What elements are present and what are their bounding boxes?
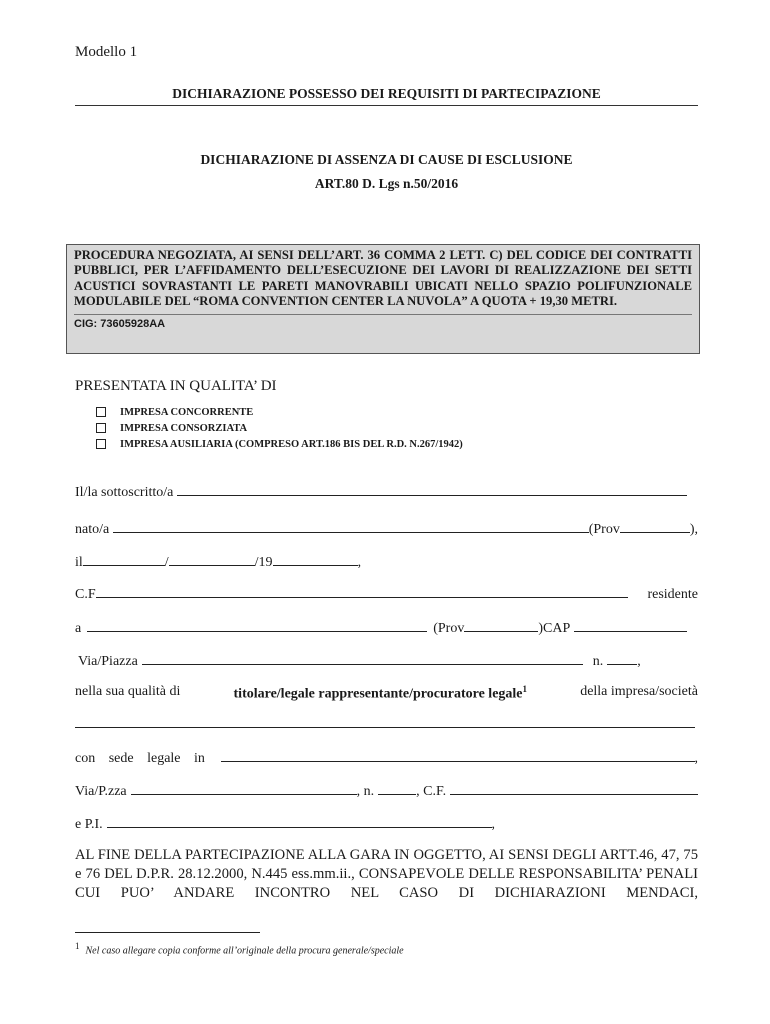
comma-2: ,	[637, 654, 641, 669]
option-impresa-concorrente[interactable]	[96, 404, 463, 420]
number-label: n.	[592, 654, 604, 669]
seat-label: con sede legale in	[75, 751, 205, 766]
footnote-number: 1	[75, 941, 80, 951]
address-row	[78, 651, 653, 670]
model-label: Modello 1	[75, 44, 138, 60]
quality-roles: titolare/legale rappresentante/procuratore legale$^1$	[233, 684, 528, 702]
option-label: IMPRESA AUSILIARIA (COMPRESO ART.186 BIS DEL R.D. N.267/1942)	[120, 438, 463, 450]
option-impresa-ausiliaria[interactable]	[96, 436, 463, 452]
il-label: il	[75, 555, 83, 570]
vat-field[interactable]	[107, 814, 492, 828]
address-field[interactable]	[142, 651, 583, 665]
signatory-field[interactable]	[177, 482, 687, 496]
seat-number-field[interactable]	[378, 781, 416, 795]
residence-row	[75, 618, 687, 637]
option-label: IMPRESA CONSORZIATA	[120, 422, 248, 434]
seat-address-field[interactable]	[131, 781, 357, 795]
prov-label-2: (Prov	[433, 621, 465, 636]
capacity-label: PRESENTATA IN QUALITA’ DI	[75, 378, 277, 394]
footnote-ref: 1	[522, 684, 528, 694]
birth-year-field[interactable]	[273, 552, 358, 566]
cig-code: CIG: 73605928AA	[74, 314, 692, 330]
birth-day-field[interactable]	[83, 552, 165, 566]
date-separator: /	[164, 555, 169, 570]
birthplace-row	[75, 519, 698, 538]
birth-prov-field[interactable]	[620, 519, 690, 533]
birthplace-field[interactable]	[113, 519, 588, 533]
cf-field[interactable]	[96, 584, 628, 598]
cf-label: C.F	[75, 587, 96, 602]
option-label: IMPRESA CONCORRENTE	[120, 406, 254, 418]
seat-number-label: , n.	[356, 784, 375, 799]
cf-row	[75, 584, 698, 603]
vat-row	[75, 814, 495, 833]
footnote-text: Nel caso allegare copia conforme all’originale della procura generale/speciale	[85, 945, 404, 957]
prov-close: ),	[689, 522, 698, 537]
checkbox-icon[interactable]	[96, 407, 106, 417]
born-label: nato/a	[75, 522, 110, 537]
capacity-options	[96, 404, 463, 452]
option-impresa-consorziata[interactable]	[96, 420, 463, 436]
signatory-row	[75, 482, 687, 501]
prov-label: (Prov	[588, 522, 620, 537]
signatory-label: Il/la sottoscritto/a	[75, 485, 174, 500]
cap-label: )CAP	[538, 621, 571, 636]
residence-prov-field[interactable]	[464, 618, 538, 632]
comma-3: ,	[694, 751, 698, 766]
checkbox-icon[interactable]	[96, 439, 106, 449]
resident-label: residente	[647, 587, 698, 602]
footnote-divider	[75, 932, 260, 933]
via-pzza-label: Via/P.zza	[75, 784, 127, 799]
seat-field[interactable]	[221, 748, 695, 762]
quality-prefix: nella sua qualità di	[75, 684, 181, 699]
comma: ,	[357, 555, 362, 570]
comma-4: ,	[491, 817, 495, 832]
cf2-label: , C.F.	[416, 784, 447, 799]
law-reference: ART.80 D. Lgs n.50/2016	[314, 176, 459, 191]
document-subtitle: DICHIARAZIONE DI ASSENZA DI CAUSE DI ESCLUSIONE	[200, 152, 573, 167]
birth-month-field[interactable]	[169, 552, 255, 566]
birthdate-row	[75, 552, 698, 571]
address-number-field[interactable]	[607, 651, 637, 665]
seat-row	[75, 748, 698, 767]
company-field[interactable]	[75, 714, 695, 728]
document-title: DICHIARAZIONE POSSESSO DEI REQUISITI DI PARTECIPAZIONE	[75, 86, 698, 106]
footnote	[75, 941, 404, 956]
checkbox-icon[interactable]	[96, 423, 106, 433]
company-row	[75, 714, 698, 733]
residence-city-field[interactable]	[87, 618, 427, 632]
quality-row	[75, 684, 698, 703]
cap-field[interactable]	[574, 618, 687, 632]
seat-address-row	[75, 781, 698, 800]
company-cf-field[interactable]	[450, 781, 698, 795]
procedure-description: PROCEDURA NEGOZIATA, AI SENSI DELL’ART. 36 COMMA 2 LETT. C) DEL CODICE DEI CONTRATTI PUBBLICI, PER L’AFFIDAMENTO DELL’ESECUZIONE DEI LAVORI DI REALIZZAZIONE DEI SETTI ACUSTICI SOVRASTANTI LE PARETI MANOVRABILI UBICATI NELLO SPAZIO POLIFUNZIONALE MODULABILE DEL “ROMA CONVENTION CENTER LA NUVOLA” A QUOTA + 19,30 METRI.	[74, 248, 692, 309]
quality-suffix: della impresa/società	[580, 684, 698, 699]
procedure-box	[66, 244, 700, 354]
vat-label: e P.I.	[75, 817, 103, 832]
declaration-text: AL FINE DELLA PARTECIPAZIONE ALLA GARA IN OGGETTO, AI SENSI DEGLI ARTT.46, 47, 75 e 76 DEL D.P.R. 28.12.2000, N.445 ess.mm.ii., CONSAPEVOLE DELLE RESPONSABILITA’ PENALI CUI PUO’ ANDARE INCONTRO NEL CASO DI DICHIARAZIONI MENDACI,	[75, 847, 698, 901]
via-piazza-label: Via/Piazza	[78, 654, 138, 669]
a-label: a	[75, 621, 82, 636]
year-prefix: /19	[254, 555, 273, 570]
